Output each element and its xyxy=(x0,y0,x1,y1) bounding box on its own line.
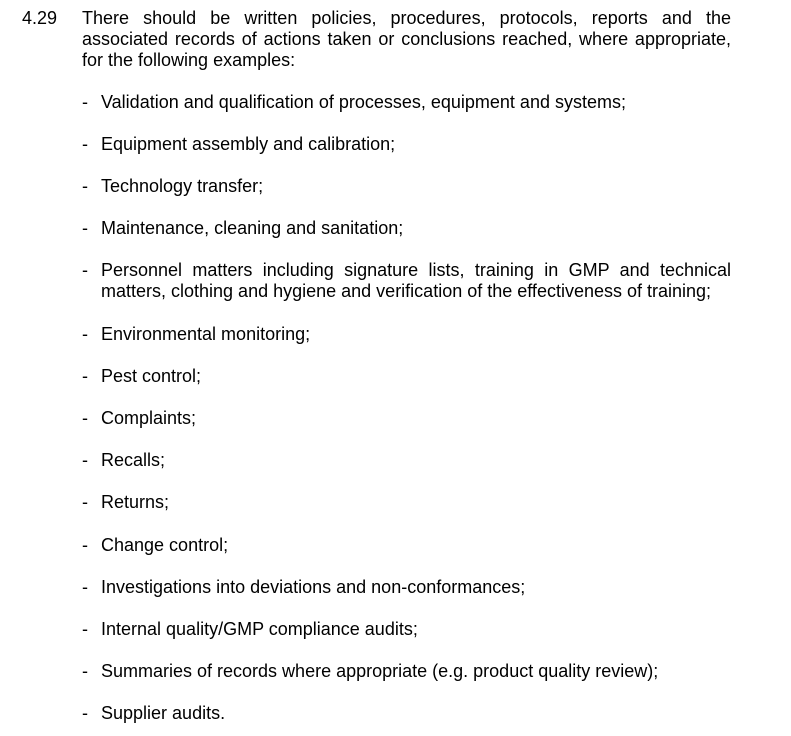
list-dash: - xyxy=(82,535,88,555)
list-item-text: Technology transfer; xyxy=(101,176,264,196)
list-item-text: Internal quality/GMP compliance audits; xyxy=(101,619,418,639)
list-dash: - xyxy=(82,661,88,681)
list-dash: - xyxy=(82,260,88,280)
list-item-text: Investigations into deviations and non-conformances; xyxy=(101,577,526,597)
list-item-text: Personnel matters including signature lists, training in GMP and technical matters, clothing and hygiene and verification of the effectiveness of training; xyxy=(101,260,731,301)
clause-intro: There should be written policies, procedures, protocols, reports and the associated records of actions taken or conclusions reached, where appropriate, for the following examples: xyxy=(82,8,731,70)
list-item-text: Change control; xyxy=(101,535,229,555)
list-item-text: Complaints; xyxy=(101,408,197,428)
clause-number: 4.29 xyxy=(22,8,58,28)
list-item-text: Maintenance, cleaning and sanitation; xyxy=(101,218,404,238)
list-dash: - xyxy=(82,92,88,112)
list-item-text: Validation and qualification of processes, equipment and systems; xyxy=(101,92,626,112)
list-item-text: Returns; xyxy=(101,492,170,512)
list-dash: - xyxy=(82,218,88,238)
list-item-text: Equipment assembly and calibration; xyxy=(101,134,396,154)
list-item-text: Pest control; xyxy=(101,366,202,386)
list-dash: - xyxy=(82,176,88,196)
list-item-text: Summaries of records where appropriate (e.g. product quality review); xyxy=(101,661,659,681)
list-item-text: Supplier audits. xyxy=(101,703,226,723)
list-dash: - xyxy=(82,450,88,470)
list-dash: - xyxy=(82,703,88,723)
list-dash: - xyxy=(82,134,88,154)
list-dash: - xyxy=(82,577,88,597)
list-dash: - xyxy=(82,324,88,344)
list-item-text: Environmental monitoring; xyxy=(101,324,311,344)
list-dash: - xyxy=(82,408,88,428)
list-dash: - xyxy=(82,366,88,386)
list-dash: - xyxy=(82,492,88,512)
list-dash: - xyxy=(82,619,88,639)
list-item-text: Recalls; xyxy=(101,450,166,470)
